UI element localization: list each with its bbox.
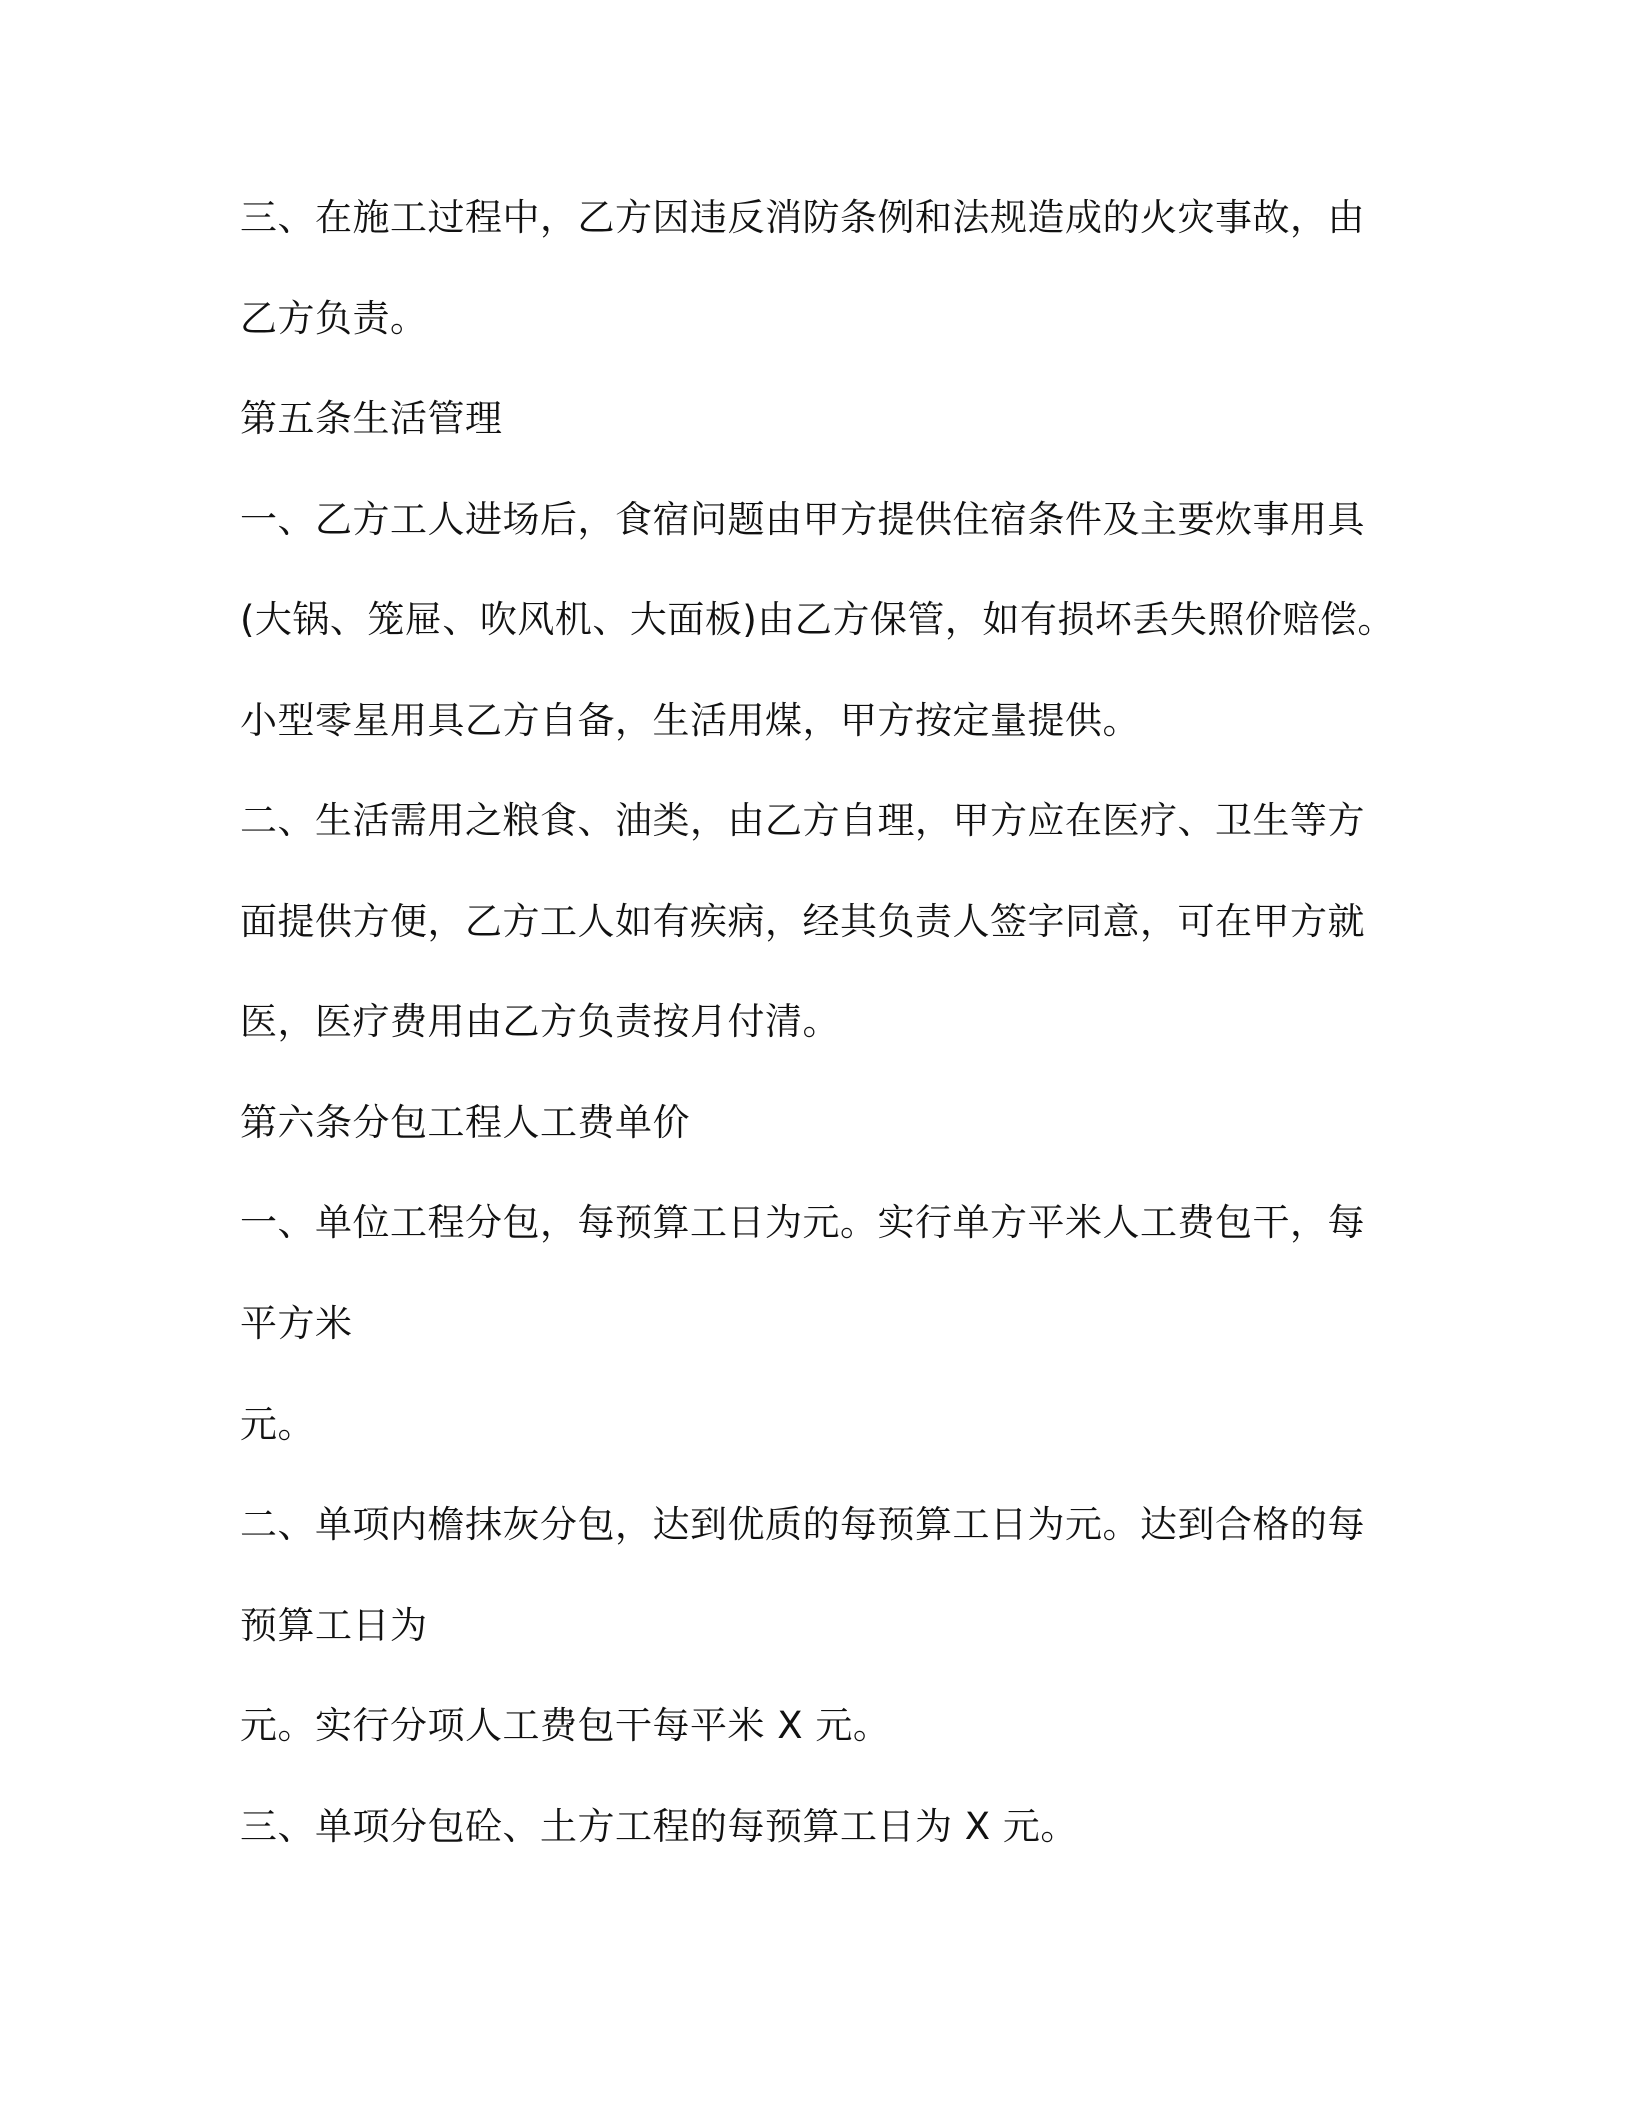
paragraph-line: 乙方负责。 [240, 297, 428, 340]
paragraph-line: (大锅、笼屉、吹风机、大面板)由乙方保管，如有损坏丢失照价赔偿。 [240, 598, 1395, 641]
paragraph-line: 平方米 [240, 1302, 353, 1345]
paragraph-line: 元。实行分项人工费包干每平米 X 元。 [240, 1704, 891, 1747]
paragraph-line: 面提供方便，乙方工人如有疾病，经其负责人签字同意，可在甲方就 [240, 900, 1365, 943]
paragraph-line: 医，医疗费用由乙方负责按月付清。 [240, 1000, 840, 1043]
paragraph-line: 一、乙方工人进场后，食宿问题由甲方提供住宿条件及主要炊事用具 [240, 498, 1365, 541]
paragraph-line: 小型零星用具乙方自备，生活用煤，甲方按定量提供。 [240, 699, 1140, 742]
paragraph-line: 二、单项内檐抹灰分包，达到优质的每预算工日为元。达到合格的每 [240, 1503, 1365, 1546]
paragraph-line: 三、在施工过程中，乙方因违反消防条例和法规造成的火灾事故，由 [240, 196, 1365, 239]
paragraph-line: 一、单位工程分包，每预算工日为元。实行单方平米人工费包干，每 [240, 1201, 1365, 1244]
paragraph-line: 二、生活需用之粮食、油类，由乙方自理，甲方应在医疗、卫生等方 [240, 799, 1365, 842]
paragraph-line: 元。 [240, 1403, 315, 1446]
section-heading: 第六条分包工程人工费单价 [240, 1101, 690, 1144]
paragraph-line: 预算工日为 [240, 1604, 428, 1647]
paragraph-line: 三、单项分包砼、土方工程的每预算工日为 X 元。 [240, 1805, 1078, 1848]
section-heading: 第五条生活管理 [240, 397, 503, 440]
